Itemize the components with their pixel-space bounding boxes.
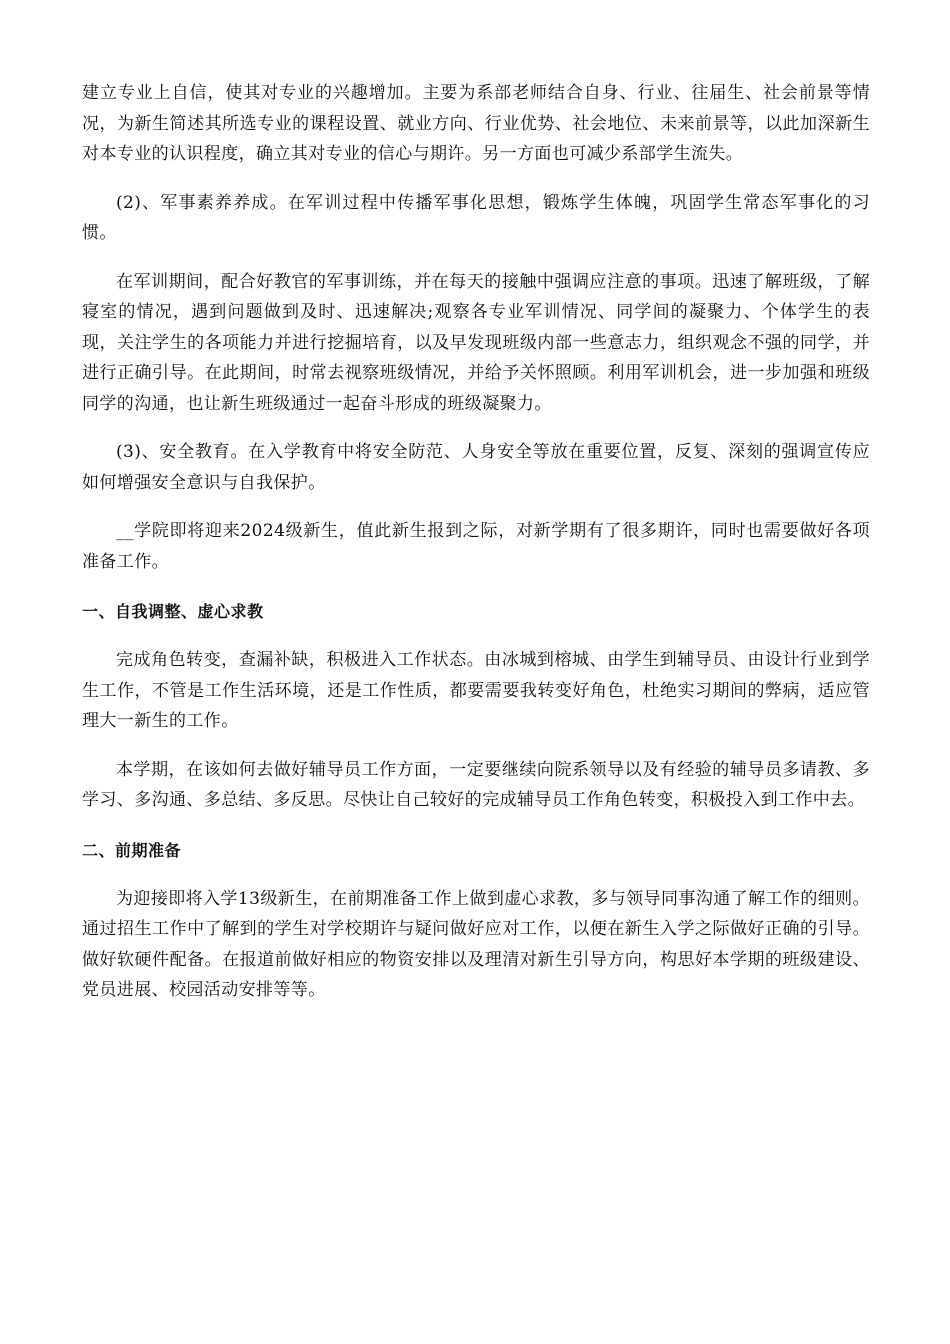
paragraph-safety-education: (3)、安全教育。在入学教育中将安全防范、人身安全等放在重要位置，反复、深刻的强调宣传应如何增强安全意识与自我保护。	[82, 442, 870, 493]
paragraph-role-change: 完成角色转变，查漏补缺，积极进入工作状态。由冰城到榕城、由学生到辅导员、由设计行业到学生工作，不管是工作生活环境，还是工作性质，都要需要我转变好角色，杜绝实习期间的弊病，适应管理大一新生的工作。	[82, 650, 870, 731]
paragraph-professional-confidence: 建立专业上自信，使其对专业的兴趣增加。主要为系部老师结合自身、行业、往届生、社会前景等情况，为新生简述其所选专业的课程设置、就业方向、行业优势、社会地位、未来前景等，以此加深新生对本专业的认识程度，确立其对专业的信心与期许。另一方面也可减少系部学生流失。	[82, 83, 870, 164]
paragraph-learn-from-others: 本学期，在该如何去做好辅导员工作方面，一定要继续向院系领导以及有经验的辅导员多请教、多学习、多沟通、多总结、多反思。尽快让自己较好的完成辅导员工作角色转变，积极投入到工作中去。	[82, 759, 870, 810]
paragraph-military-literacy: (2)、军事素养养成。在军训过程中传播军事化思想，锻炼学生体魄，巩固学生常态军事化的习惯。	[82, 192, 870, 243]
paragraph-new-students-intro: __学院即将迎来2024级新生，值此新生报到之际，对新学期有了很多期许，同时也需要做好各项准备工作。	[82, 521, 870, 572]
section-heading-preparation: 二、前期准备	[82, 840, 182, 860]
paragraph-preparation-details: 为迎接即将入学13级新生，在前期准备工作上做到虚心求教，多与领导同事沟通了解工作的细则。通过招生工作中了解到的学生对学校期许与疑问做好应对工作，以便在新生入学之际做好正确的引导。做好软硬件配备。在报道前做好相应的物资安排以及理清对新生引导方向，构思好本学期的班级建设、党员进展、校园活动安排等等。	[82, 888, 870, 1000]
paragraph-military-training: 在军训期间，配合好教官的军事训练，并在每天的接触中强调应注意的事项。迅速了解班级，了解寝室的情况，遇到问题做到及时、迅速解决;观察各专业军训情况、同学间的凝聚力、个体学生的表现，关注学生的各项能力并进行挖掘培育，以及早发现班级内部一些意志力，组织观念不强的同学，并进行正确引导。在此期间，时常去视察班级情况，并给予关怀照顾。利用军训机会，进一步加强和班级同学的沟通，也让新生班级通过一起奋斗形成的班级凝聚力。	[82, 271, 870, 414]
document-page	[82, 78, 870, 1006]
section-heading-self-adjustment: 一、自我调整、虚心求教	[82, 602, 264, 621]
